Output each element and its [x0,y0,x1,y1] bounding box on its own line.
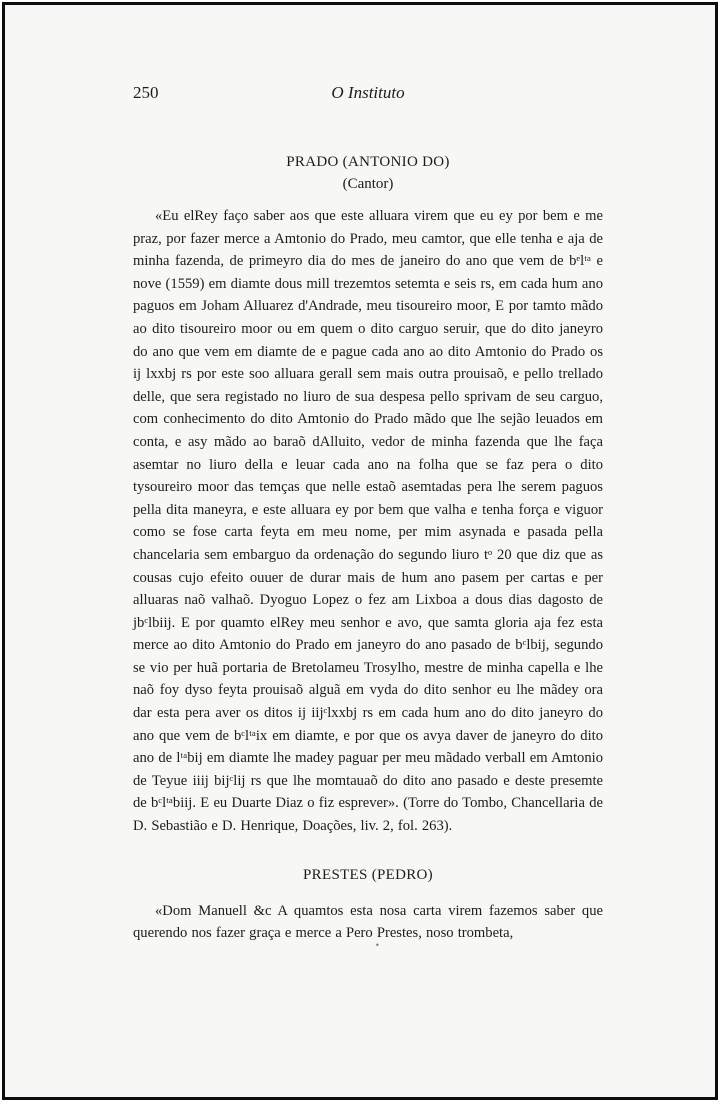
page-mark-dot: • [375,941,380,950]
section-heading-prestes: PRESTES (PEDRO) [303,866,433,883]
page-number: 250 [133,83,159,102]
section-heading-prado: PRADO (ANTONIO DO) [286,154,450,170]
section-body-prado: «Eu elRey faço saber aos que este alluara virem que eu ey por bem e me praz, por fazer merce a Amtonio do Prado, meu camtor, que elle tenha e aja de minha fazenda, de primeyro dia do mes de janeiro do ano que vem de bᵉlᵗᵃ e nove (1559) em diamte dous mill trezemtos setemta e seis rs, em cada hum ano paguos em Joham Alluarez d'Andrade, meu tisoureiro moor, E por tamto mãdo ao dito tisoureiro moor ou em quem o dito carguo seruir, que do dito janeyro do ano que vem em diamte de e pague cada ano ao dito Amtonio do Prado os ij lxxbj rs por este soo alluara gerall sem mais outra prouisaõ, e pello trellado delle, que sera registado no liuro de sua despesa pello sprivam de seu carguo, com conhecimento do dito Amtonio do Prado mãdo que lhe sejão leuados em conta, e asy mãdo ao baraõ dAlluito, vedor de minha fazenda que lhe faça asemtar no liuro della e leuar cada ano na folha que se faz pera o dito tysoureiro moor das temças que nelle estaõ asemtadas pera lhe serem paguos pella dita maneyra, e este alluara ey por bem que valha e tenha força e viguor como se fose carta feyta em meu nome, per mim asynada e pasada pella chancelaria sem embarguo da ordenação do segundo liuro tᵒ 20 que diz que as cousas cujo efeito ouuer de durar mais de hum ano pasem per cartas e per alluaras naõ valhaõ. Dyoguo Lopez o fez am Lixboa a dous dias dagosto de jbᶜlbiij. E por quamto elRey meu senhor e avo, que samta gloria aja fez esta merce ao dito Amtonio do Prado em janeyro do ano pasado de bᶜlbij, segundo se vio per huã portaria de Bretolameu Trosylho, mestre de minha capella e lhe naõ foy dyso feyta prouisaõ alguã em vyda do dito senhor eu lhe mãdey ora dar esta pera aver os ditos ij iijᶜlxxbj rs em cada hum ano do dito janeyro do ano que vem de bᶜlᵗᵃix em diamte, e por que os avya daver de janeyro do dito ano de lᵗᵃbij em diamte lhe madey paguar per meu mãdado verball em Amtonio de Teyue iiij bijᶜlij rs que lhe momtauaõ do dito ano pasado e deste presemte de bᶜlᵗᵃbiij. E eu Duarte Diaz o fiz esprever». (Torre do Tombo, Chancellaria de D. Sebastião e D. Henrique, Doações, liv. 2, fol. 263). [133,208,603,835]
section-body-prestes: «Dom Manuell &c A quamtos esta nosa carta virem fazemos saber que querendo nos fazer graça e merce a Pero Prestes, noso trombeta, [133,902,603,942]
document-page [133,81,603,959]
running-head [133,81,603,109]
journal-title: O Instituto [331,83,405,102]
section-subheading-cantor: (Cantor) [342,176,394,192]
page-frame [2,2,718,1100]
